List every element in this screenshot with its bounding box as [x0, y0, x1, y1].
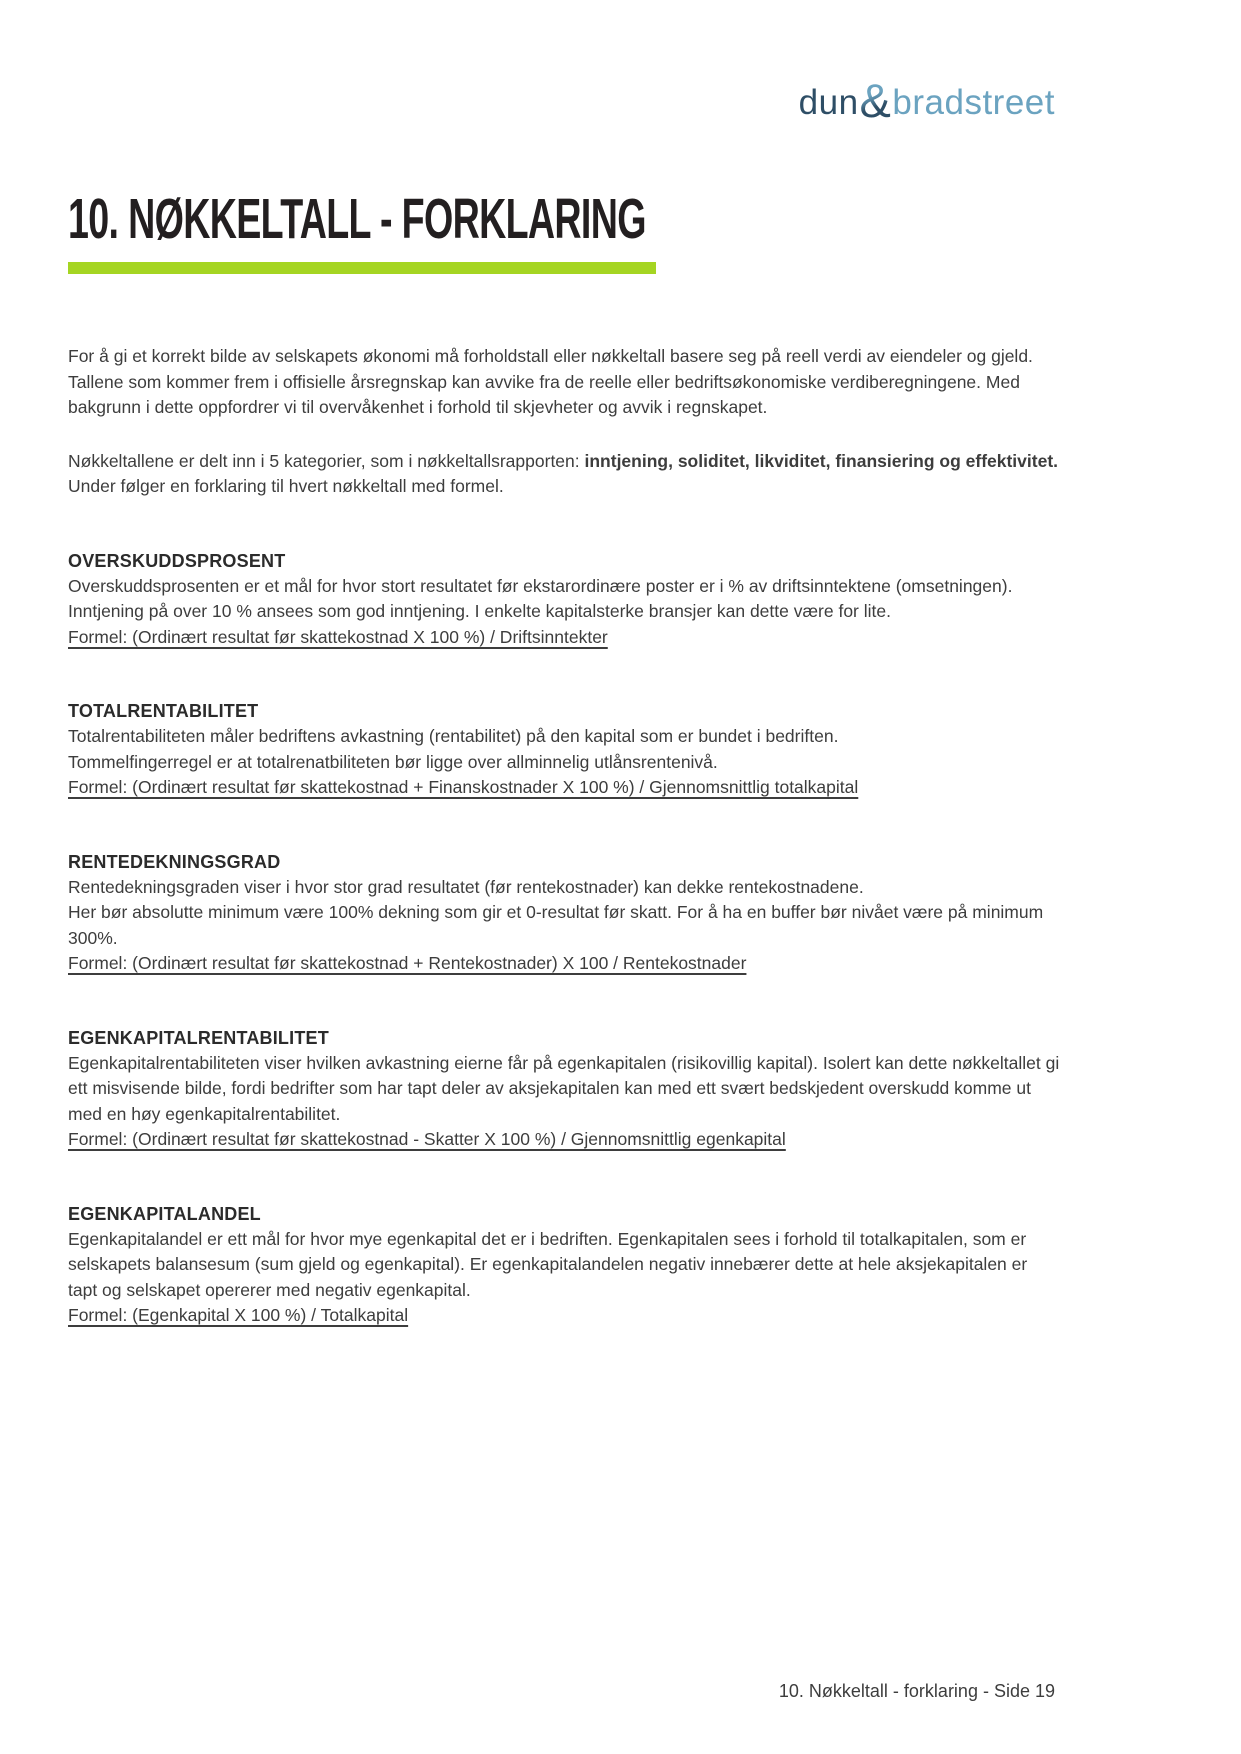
intro-paragraph-2-prefix: Nøkkeltallene er delt inn i 5 kategorier, som i nøkkeltallsrapporten:: [68, 450, 585, 471]
formula-line: Formel: (Ordinært resultat før skattekostnad - Skatter X 100 %) / Gjennomsnittlig egenkapital: [68, 1129, 786, 1149]
section-body-text: Tommelfingerregel er at totalrenatbiliteten bør ligge over allminnelig utlånsrentenivå.: [68, 751, 718, 772]
section-heading: RENTEDEKNINGSGRAD: [68, 851, 281, 872]
formula-line: Formel: (Egenkapital X 100 %) / Totalkapital: [68, 1305, 409, 1325]
formula-line: Formel: (Ordinært resultat før skattekostnad + Finanskostnader X 100 %) / Gjennomsnittlig totalkapital: [68, 777, 859, 797]
page-content: [68, 0, 1060, 1329]
section-heading: OVERSKUDDSPROSENT: [68, 550, 286, 571]
section-totalrentabilitet: [68, 698, 1060, 801]
intro-paragraph-2-categories: inntjening, soliditet, likviditet, finansiering og effektivitet.: [584, 450, 1059, 471]
section-heading: EGENKAPITALRENTABILITET: [68, 1027, 329, 1048]
section-body-text: Rentedekningsgraden viser i hvor stor grad resultatet (før rentekostnader) kan dekke rentekostnadene.: [68, 876, 864, 897]
page-footer: 10. Nøkkeltall - forklaring - Side 19: [778, 1681, 1055, 1701]
intro-paragraph-2-suffix: Under følger en forklaring til hvert nøkkeltall med formel.: [68, 476, 504, 496]
section-rentedekningsgrad: [68, 849, 1060, 977]
intro-paragraph-2: [68, 449, 1060, 500]
logo-ampersand-icon: &: [859, 74, 892, 127]
section-body-text: Her bør absolutte minimum være 100% dekning som gir et 0-resultat før skatt. For å ha en buffer bør nivået være på minimum 300%.: [68, 902, 1044, 948]
section-egenkapitalandel: [68, 1201, 1060, 1329]
page-title: 10. NØKKELTALL - FORKLARING: [68, 187, 646, 251]
formula-line: Formel: (Ordinært resultat før skattekostnad X 100 %) / Driftsinntekter: [68, 626, 608, 647]
section-body-text: Egenkapitalrentabiliteten viser hvilken avkastning eierne får på egenkapitalen (risikovillig kapital). Isolert kan dette nøkkeltallet gi ett misvisende bilde, fordi bedrifter som har tapt deler av aksjekapitalen kan med ett svært bedskjedent overskudd komme ut med en høy egenkapitalrentabilitet.: [68, 1052, 1060, 1124]
logo-text-dun: dun: [798, 83, 859, 122]
section-egenkapitalrentabilitet: [68, 1025, 1060, 1153]
formula-line: Formel: (Ordinært resultat før skattekostnad + Rentekostnader) X 100 / Rentekostnader: [68, 953, 747, 973]
section-overskuddsprosent: [68, 548, 1060, 651]
logo-text-bradstreet: bradstreet: [892, 83, 1055, 122]
section-body-text: Egenkapitalandel er ett mål for hvor mye egenkapital det er i bedriften. Egenkapitalen sees i forhold til totalkapitalen, som er selskapets balansesum (sum gjeld og egenkapital). Er egenkapitalandelen negativ innebærer dette at hele aksjekapitalen er tapt og selskapet opererer med negativ egenkapital.: [68, 1228, 1028, 1300]
section-body-text: Totalrentabiliteten måler bedriftens avkastning (rentabilitet) på den kapital som er bundet i bedriften.: [68, 726, 839, 746]
section-body-text: Overskuddsprosenten er et mål for hvor stort resultatet før ekstarordinære poster er i % av driftsinntektene (omsetningen). Inntjening på over 10 % ansees som god inntjening. I enkelte kapitalsterke bransjer kan dette være for lite.: [68, 575, 1013, 621]
intro-paragraph-1: For å gi et korrekt bilde av selskapets økonomi må forholdstall eller nøkkeltall basere seg på reell verdi av eiendeler og gjeld. Tallene som kommer frem i offisielle årsregnskap kan avvike fra de reelle eller bedriftsøkonomiske verdiberegningene. Med bakgrunn i dette oppfordrer vi til overvåkenhet i forhold til skjevheter og avvik i regnskapet.: [68, 346, 1033, 417]
section-heading: TOTALRENTABILITET: [68, 701, 259, 721]
title-accent-rule: [68, 262, 656, 274]
section-heading: EGENKAPITALANDEL: [68, 1203, 261, 1224]
